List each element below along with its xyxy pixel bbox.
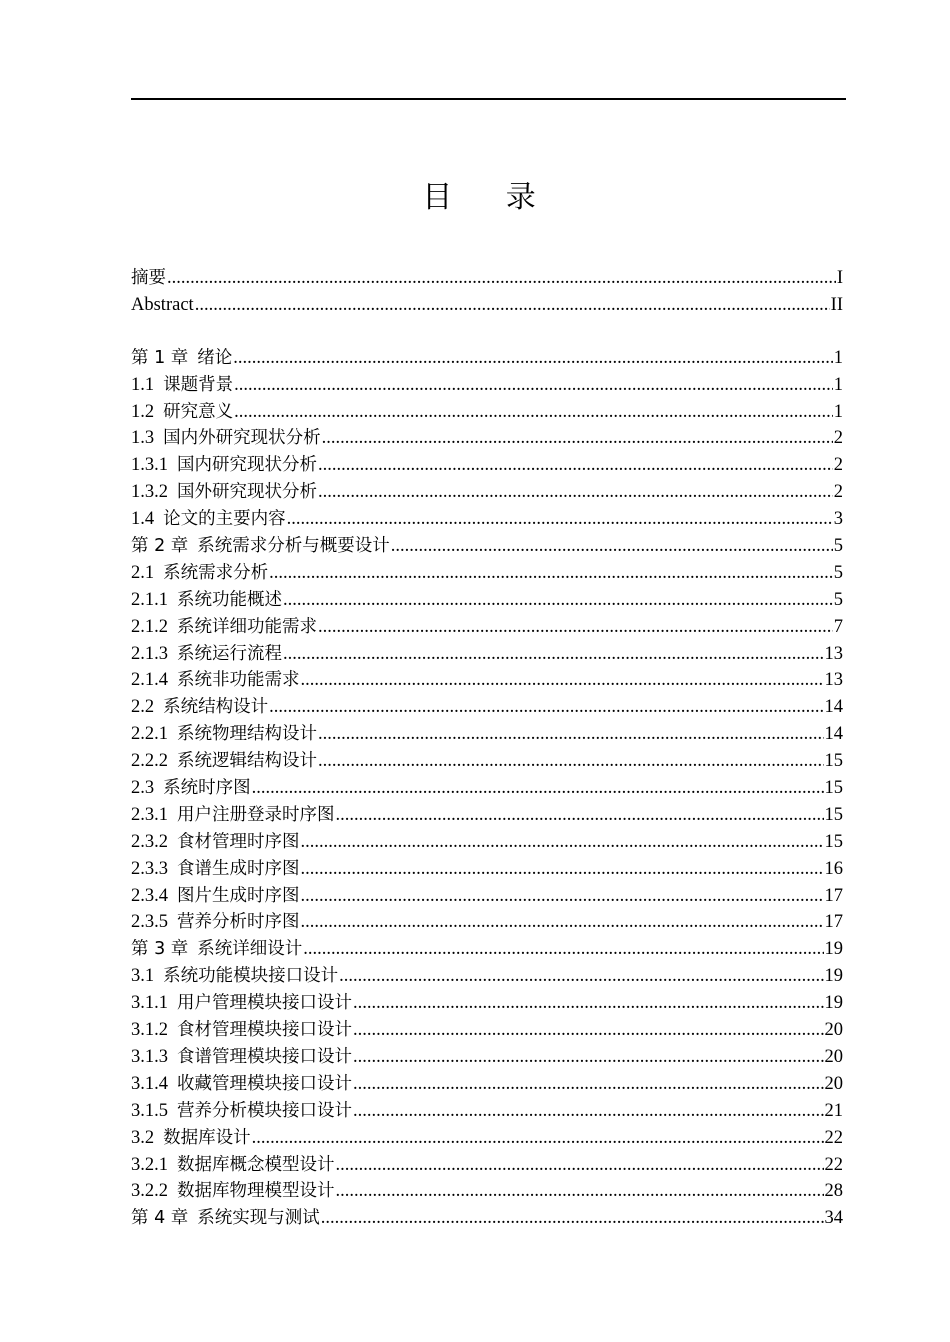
toc-entry-number: 2.1.2 [131, 616, 168, 637]
toc-leader [252, 1125, 824, 1152]
toc-leader [252, 775, 824, 802]
toc-entry[interactable] [131, 587, 843, 614]
toc-entry-number: 3.2.1 [131, 1154, 168, 1175]
toc-entry-page: 14 [824, 697, 843, 718]
toc-entry-number: 3.1 [131, 966, 155, 987]
toc-entry-number: 2.3.4 [131, 885, 168, 906]
toc-entry-number: 2.1.1 [131, 589, 168, 610]
table-of-contents [131, 265, 843, 1232]
toc-entry-number: 2.1.4 [131, 670, 168, 691]
toc-entry-page: 1 [833, 347, 843, 368]
toc-entry-label [131, 963, 338, 990]
toc-entry-title: 国内外研究现状分析 [163, 428, 321, 449]
toc-entry[interactable] [131, 1152, 843, 1179]
toc-entry-number: 2.1 [131, 562, 155, 583]
toc-entry[interactable] [131, 560, 843, 587]
toc-leader [353, 1044, 824, 1071]
toc-entry-label [131, 1098, 352, 1125]
toc-leader [287, 506, 833, 533]
toc-entry-label [131, 641, 282, 668]
toc-entry-page: 17 [824, 885, 843, 906]
toc-entry[interactable] [131, 1205, 843, 1232]
toc-entry-number: 1.4 [131, 509, 155, 530]
toc-entries [131, 345, 843, 1232]
toc-entry-label [131, 479, 317, 506]
toc-entry-page: 15 [824, 831, 843, 852]
toc-entry[interactable] [131, 1044, 843, 1071]
toc-leader [353, 1071, 824, 1098]
toc-entry-page: 20 [824, 1046, 843, 1067]
toc-leader [353, 1098, 824, 1125]
toc-entry[interactable] [131, 748, 843, 775]
toc-entry-label: 摘要 [131, 268, 166, 288]
toc-entry-page: 3 [833, 509, 843, 530]
toc-entry-title: 研究意义 [163, 401, 234, 422]
toc-leader [301, 667, 824, 694]
toc-entry-page: 19 [824, 939, 843, 960]
toc-entry[interactable] [131, 775, 843, 802]
toc-leader [318, 614, 833, 641]
toc-entry-page: 5 [833, 536, 843, 557]
toc-entry-page: 19 [824, 993, 843, 1014]
toc-entry-page: 7 [833, 616, 843, 637]
toc-entry-page: 17 [824, 912, 843, 933]
toc-leader [318, 748, 824, 775]
toc-entry-number: 1.3 [131, 428, 155, 449]
toc-entry-page: 14 [824, 724, 843, 745]
toc-entry-page: 13 [824, 670, 843, 691]
toc-entry-label [131, 452, 317, 479]
toc-entry-title: 营养分析模块接口设计 [177, 1100, 352, 1121]
toc-entry-page: 5 [833, 562, 843, 583]
toc-entry-page: 34 [824, 1208, 843, 1229]
toc-entry-title: 图片生成时序图 [177, 885, 300, 906]
toc-entry-number: 2.3 [131, 778, 155, 799]
toc-entry-number: 第 2 章 [131, 536, 189, 557]
toc-entry-title: 系统功能模块接口设计 [163, 966, 339, 987]
toc-entry-page: 16 [824, 858, 843, 879]
toc-entry-label [131, 883, 300, 910]
toc-entry[interactable] [131, 1178, 843, 1205]
toc-entry-title: 国外研究现状分析 [177, 482, 317, 503]
toc-leader [318, 452, 833, 479]
toc-leader [339, 963, 823, 990]
toc-entry-label [131, 829, 300, 856]
toc-entry-label [131, 721, 317, 748]
toc-entry[interactable] [131, 883, 843, 910]
toc-title: 目 录 [422, 180, 558, 215]
toc-entry-number: 1.2 [131, 401, 155, 422]
toc-entry-label [131, 856, 300, 883]
toc-entry-title: 系统时序图 [163, 778, 251, 799]
toc-entry[interactable] [131, 667, 843, 694]
toc-entry[interactable] [131, 1071, 843, 1098]
toc-entry-number: 1.1 [131, 374, 155, 395]
toc-entry[interactable] [131, 1098, 843, 1125]
toc-entry-label [131, 587, 282, 614]
toc-entry[interactable] [131, 479, 843, 506]
toc-leader [391, 533, 833, 560]
toc-entry-title: 数据库概念模型设计 [177, 1154, 335, 1175]
toc-entry-number: 第 4 章 [131, 1208, 189, 1229]
toc-leader [269, 560, 833, 587]
toc-entry-label [131, 748, 317, 775]
toc-entry-page: 5 [833, 589, 843, 610]
toc-entry[interactable] [131, 533, 843, 560]
toc-entry-title: 系统需求分析与概要设计 [197, 536, 390, 557]
toc-entry-title: 用户管理模块接口设计 [177, 993, 352, 1014]
toc-entry-label [131, 936, 302, 963]
toc-entry[interactable] [131, 1017, 843, 1044]
toc-leader [336, 1152, 824, 1179]
toc-entry-label [131, 614, 317, 641]
toc-entry-page: 15 [824, 751, 843, 772]
toc-entry-number: 1.3.2 [131, 482, 168, 503]
toc-entry-title: 系统物理结构设计 [177, 724, 317, 745]
toc-entry-number: 2.3.1 [131, 804, 168, 825]
toc-entry[interactable] [131, 614, 843, 641]
toc-entry-number: 3.1.1 [131, 993, 168, 1014]
toc-entry-page: 22 [824, 1154, 843, 1175]
toc-entry-label [131, 425, 321, 452]
toc-entry-page: II [830, 294, 843, 315]
toc-leader [301, 829, 824, 856]
toc-entry-label [131, 990, 352, 1017]
toc-entry[interactable] [131, 909, 843, 936]
toc-entry-title: 数据库物理模型设计 [177, 1181, 335, 1202]
toc-entry-page: 21 [824, 1100, 843, 1121]
toc-entry[interactable] [131, 694, 843, 721]
toc-entry-page: 13 [824, 643, 843, 664]
toc-entry-number: 第 1 章 [131, 347, 189, 368]
toc-leader [234, 399, 833, 426]
toc-entry-label [131, 1205, 320, 1232]
toc-entry-title: 系统运行流程 [177, 643, 282, 664]
toc-entry-number: 2.2.1 [131, 724, 168, 745]
toc-leader [283, 641, 824, 668]
toc-entry[interactable] [131, 372, 843, 399]
toc-entry-page: 2 [833, 428, 843, 449]
toc-entry-number: 2.2 [131, 697, 155, 718]
toc-entry-title: 食材管理模块接口设计 [177, 1020, 352, 1041]
toc-entry-label [131, 802, 335, 829]
toc-leader [336, 1178, 824, 1205]
toc-entry-page: 15 [824, 804, 843, 825]
toc-leader [233, 345, 832, 372]
toc-entry-number: 3.2.2 [131, 1181, 168, 1202]
toc-entry-title: 论文的主要内容 [163, 509, 286, 530]
toc-entry-label [131, 1152, 335, 1179]
toc-entry-page: 1 [833, 401, 843, 422]
toc-entry-title: 系统非功能需求 [177, 670, 300, 691]
toc-entry-page: 1 [833, 374, 843, 395]
toc-entry-label [131, 345, 232, 372]
toc-entry-abstract-cn[interactable] [131, 265, 843, 292]
toc-leader [353, 990, 824, 1017]
toc-entry-label [131, 1017, 352, 1044]
toc-entry[interactable] [131, 829, 843, 856]
toc-entry-label [131, 533, 390, 560]
toc-entry[interactable] [131, 399, 843, 426]
toc-entry-label [131, 909, 300, 936]
toc-leader [301, 909, 824, 936]
toc-entry[interactable] [131, 506, 843, 533]
toc-entry-title: 系统逻辑结构设计 [177, 751, 317, 772]
toc-leader [303, 936, 823, 963]
toc-entry-label [131, 1044, 352, 1071]
toc-leader [336, 802, 824, 829]
toc-entry-label: Abstract [131, 294, 194, 315]
toc-entry-title: 系统结构设计 [163, 697, 269, 718]
toc-leader [234, 372, 833, 399]
toc-entry-number: 2.3.5 [131, 912, 168, 933]
toc-entry-title: 绪论 [197, 347, 233, 368]
toc-entry-number: 2.3.2 [131, 831, 168, 852]
toc-entry-page: 2 [833, 482, 843, 503]
toc-leader [322, 425, 833, 452]
toc-entry-title: 食谱管理模块接口设计 [177, 1046, 352, 1067]
toc-entry-label [131, 667, 300, 694]
toc-entry-label [131, 506, 286, 533]
toc-entry-label [131, 1178, 335, 1205]
toc-entry-number: 3.1.4 [131, 1073, 168, 1094]
toc-entry-title: 用户注册登录时序图 [177, 804, 335, 825]
toc-entry-number: 2.2.2 [131, 751, 168, 772]
toc-entry-number: 3.1.2 [131, 1020, 168, 1041]
toc-entry-page: 28 [824, 1181, 843, 1202]
toc-entry-label [131, 560, 268, 587]
toc-entry-page: 20 [824, 1020, 843, 1041]
toc-entry-title: 国内研究现状分析 [177, 455, 317, 476]
toc-entry[interactable] [131, 425, 843, 452]
toc-entry-title: 课题背景 [163, 374, 234, 395]
toc-leader [353, 1017, 824, 1044]
toc-entry-title: 数据库设计 [163, 1127, 251, 1148]
toc-entry-label [131, 1125, 251, 1152]
toc-entry[interactable] [131, 963, 843, 990]
toc-entry[interactable] [131, 936, 843, 963]
toc-entry-title: 食谱生成时序图 [177, 858, 300, 879]
toc-entry-label [131, 1071, 352, 1098]
toc-entry-label [131, 775, 251, 802]
header-rule [131, 98, 846, 100]
toc-leader [321, 1205, 824, 1232]
toc-entry-page: 19 [824, 966, 843, 987]
toc-entry-number: 3.2 [131, 1127, 155, 1148]
toc-entry-number: 3.1.3 [131, 1046, 168, 1067]
toc-entry-page: 15 [824, 778, 843, 799]
toc-leader [283, 587, 833, 614]
toc-entry[interactable] [131, 452, 843, 479]
toc-entry-title: 系统功能概述 [177, 589, 282, 610]
toc-entry-number: 3.1.5 [131, 1100, 168, 1121]
toc-entry-title: 营养分析时序图 [177, 912, 300, 933]
toc-entry[interactable] [131, 641, 843, 668]
toc-entry-page: I [836, 268, 843, 288]
toc-entry[interactable] [131, 721, 843, 748]
toc-entry-title: 食材管理时序图 [177, 831, 300, 852]
toc-leader [301, 856, 824, 883]
toc-entry-page: 22 [824, 1127, 843, 1148]
toc-entry-title: 系统实现与测试 [197, 1208, 320, 1229]
toc-entry-abstract-en[interactable] [131, 292, 843, 319]
toc-entry-page: 2 [833, 455, 843, 476]
toc-entry-number: 2.1.3 [131, 643, 168, 664]
toc-entry[interactable] [131, 856, 843, 883]
toc-entry-title: 系统详细功能需求 [177, 616, 317, 637]
toc-entry-number: 第 3 章 [131, 939, 189, 960]
toc-entry[interactable] [131, 1125, 843, 1152]
toc-entry[interactable] [131, 345, 843, 372]
toc-entry-number: 1.3.1 [131, 455, 168, 476]
toc-entry-title: 系统详细设计 [197, 939, 303, 960]
toc-entry-label [131, 694, 268, 721]
toc-entry-number: 2.3.3 [131, 858, 168, 879]
toc-entry[interactable] [131, 802, 843, 829]
toc-entry[interactable] [131, 990, 843, 1017]
toc-leader [195, 292, 830, 319]
toc-entry-label [131, 399, 233, 426]
toc-entry-title: 系统需求分析 [163, 562, 269, 583]
toc-entry-page: 20 [824, 1073, 843, 1094]
toc-entry-label [131, 372, 233, 399]
toc-entry-title: 收藏管理模块接口设计 [177, 1073, 352, 1094]
toc-leader [301, 883, 824, 910]
toc-leader [318, 479, 833, 506]
toc-leader [318, 721, 824, 748]
toc-leader [167, 265, 836, 292]
toc-leader [269, 694, 823, 721]
